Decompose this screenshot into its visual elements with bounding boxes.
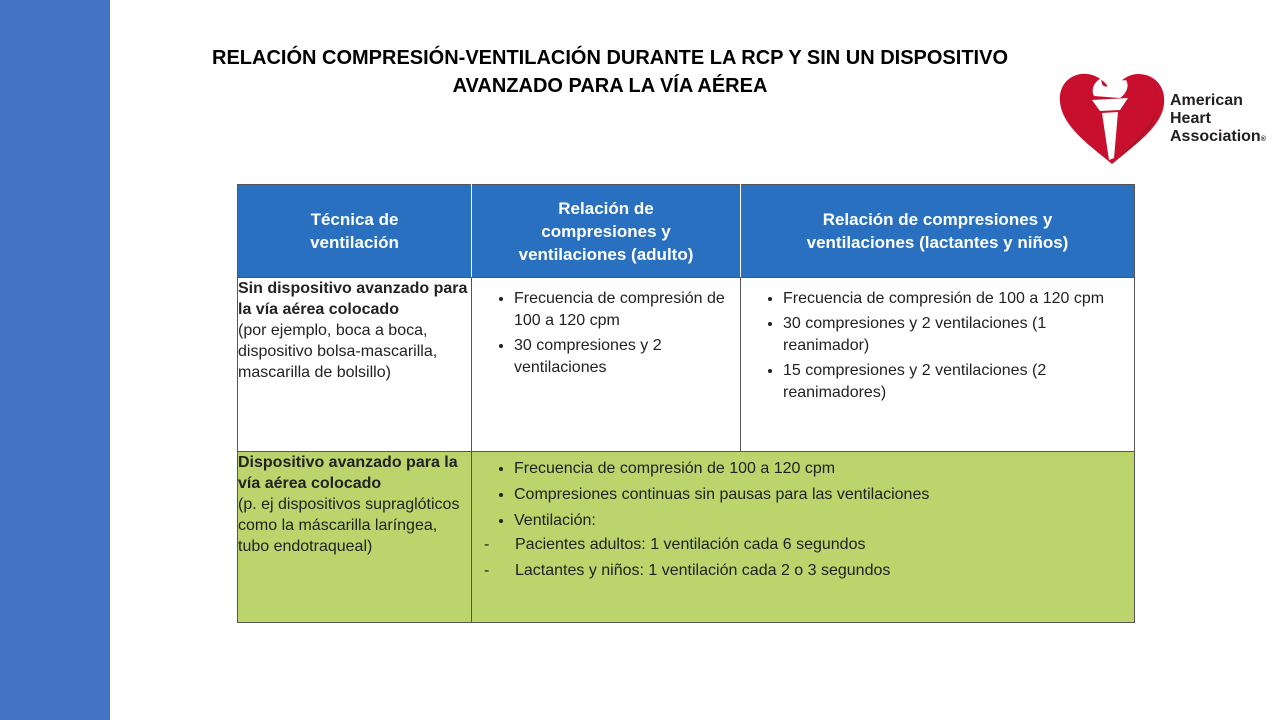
aha-logo <box>1056 70 1280 166</box>
registered-mark: ® <box>1260 136 1266 143</box>
ventilation-sub-list <box>482 534 1124 582</box>
header-ventilation-technique <box>238 185 472 278</box>
list-item: • Compresiones continuas sin pausas para las ventilaciones <box>514 484 1124 506</box>
header-child-ratio <box>741 185 1135 278</box>
list-item: • 15 compresiones y 2 ventilaciones (2 reanimadores) <box>783 360 1124 404</box>
advanced-airway-examples: (p. ej dispositivos supraglóticos como la máscarilla laríngea, tubo endotraqueal) <box>238 496 460 555</box>
header-col2-line-3: ventilaciones (adulto) <box>518 244 694 264</box>
header-col3-line-2: ventilaciones (lactantes y niños) <box>806 233 1069 252</box>
header-col1-line-1: Técnica de <box>310 210 399 229</box>
table-row <box>238 278 1135 452</box>
advanced-airway-list <box>472 452 1134 582</box>
advanced-airway-title: Dispositivo avanzado para la vía aérea colocado <box>238 454 458 492</box>
header-col2-line-1: Relación de <box>558 198 654 218</box>
advanced-airway-cell <box>238 452 472 623</box>
slide-title <box>150 44 1070 100</box>
list-item: • Frecuencia de compresión de 100 a 120 cpm <box>514 288 730 332</box>
slide-title-line-1: RELACIÓN COMPRESIÓN-VENTILACIÓN DURANTE LA RCP Y SIN UN DISPOSITIVO <box>212 47 1008 69</box>
table-row <box>238 452 1135 623</box>
list-item: • Frecuencia de compresión de 100 a 120 cpm <box>783 288 1124 310</box>
cpr-ratio-table <box>237 184 1135 623</box>
no-advanced-airway-cell <box>238 278 472 452</box>
logo-text-line-3 <box>1170 128 1266 149</box>
list-item: - Lactantes y niños: 1 ventilación cada 2 o 3 segundos <box>482 560 1124 582</box>
child-ratio-cell <box>741 278 1135 452</box>
logo-text-association: Association <box>1170 128 1261 145</box>
logo-text-line-1: American <box>1170 92 1243 109</box>
list-item: - Pacientes adultos: 1 ventilación cada 6 segundos <box>482 534 1124 556</box>
header-adult-ratio <box>472 185 741 278</box>
slide-title-line-2: AVANZADO PARA LA VÍA AÉREA <box>452 75 768 97</box>
side-accent-bar <box>0 0 110 720</box>
list-item: • 30 compresiones y 2 ventilaciones (1 reanimador) <box>783 313 1124 357</box>
adult-ratio-cell <box>472 278 741 452</box>
header-col3-line-1: Relación de compresiones y <box>822 210 1053 229</box>
header-col1-line-2: ventilación <box>310 233 399 252</box>
no-advanced-airway-examples: (por ejemplo, boca a boca, dispositivo bolsa-mascarilla, mascarilla de bolsillo) <box>238 322 438 381</box>
list-item <box>514 510 1124 582</box>
no-advanced-airway-title: Sin dispositivo avanzado para la vía aérea colocado <box>238 280 468 318</box>
logo-wordmark <box>1170 92 1266 149</box>
header-col2-line-2: compresiones y <box>541 221 671 241</box>
advanced-airway-guidance-cell <box>472 452 1135 623</box>
adult-ratio-list <box>472 278 740 379</box>
child-ratio-list <box>741 278 1134 404</box>
ventilation-label: Ventilación: <box>514 512 596 529</box>
list-item: • Frecuencia de compresión de 100 a 120 cpm <box>514 458 1124 480</box>
heart-torch-icon <box>1056 70 1168 166</box>
logo-text-line-2: Heart <box>1170 110 1211 127</box>
list-item: • 30 compresiones y 2 ventilaciones <box>514 335 730 379</box>
table-header-row <box>238 185 1135 278</box>
